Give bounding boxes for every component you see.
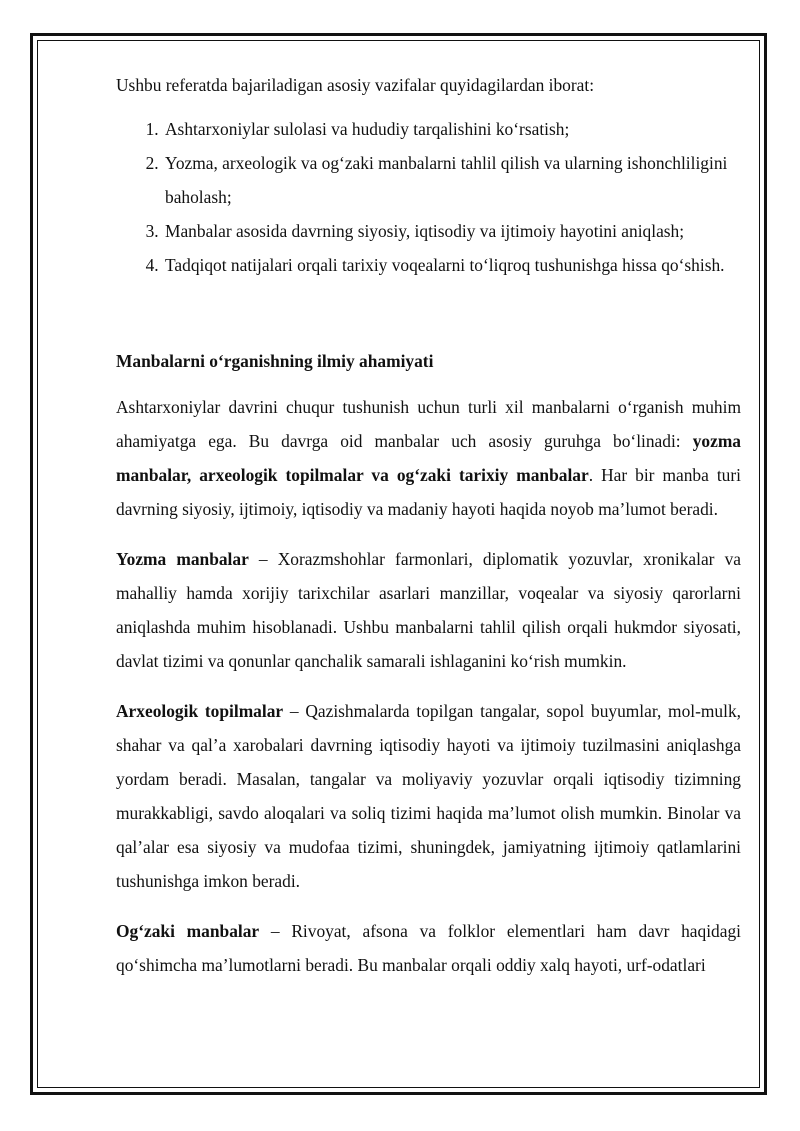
paragraph-text: – Xorazmshohlar farmonlari, diplomatik yozuvlar, xronikalar va mahalliy hamda xorijiy tarixchilar asarlari manzillar, voqealar va siyosiy qarorlarni aniqlashda muhim hisoblanadi. Ushbu manbalarni tahlil qilish orqali hukmdor siyosati, davlat tizimi va qonunlar qanchalik samarali ishlaganini ko‘rish mumkin.	[116, 549, 741, 671]
task-list	[116, 112, 741, 282]
paragraph-bold-term: Arxeologik topilmalar	[116, 701, 284, 721]
task-list-item: 3. Manbalar asosida davrning siyosiy, iqtisodiy va ijtimoiy hayotini aniqlash;	[163, 214, 741, 248]
task-list-item: 2. Yozma, arxeologik va og‘zaki manbalarni tahlil qilish va ularning ishonchliligini baholash;	[163, 146, 741, 214]
paragraph-overview	[116, 390, 741, 526]
paragraph-text: . Har bir manba turi davrning siyosiy, ijtimoiy, iqtisodiy va madaniy hayoti haqida noyob ma’lumot beradi.	[116, 465, 741, 519]
paragraph-bold-text: yozma manbalar, arxeologik topilmalar va og‘zaki tarixiy manbalar	[116, 431, 741, 485]
paragraph-text: Ashtarxoniylar davrini chuqur tushunish uchun turli xil manbalarni o‘rganish muhim ahamiyatga ega. Bu davrga oid manbalar uch asosiy guruhga bo‘linadi:	[116, 397, 741, 451]
task-list-item: 4. Tadqiqot natijalari orqali tarixiy voqealarni to‘liqroq tushunishga hissa qo‘shish.	[163, 248, 741, 282]
intro-paragraph: Ushbu referatda bajariladigan asosiy vazifalar quyidagilardan iborat:	[116, 75, 595, 95]
paragraph-text: – Qazishmalarda topilgan tangalar, sopol buyumlar, mol-mulk, shahar va qal’a xarobalari davrning iqtisodiy hayoti va ijtimoiy tuzilmasini aniqlashga yordam beradi. Masalan, tangalar va moliyaviy yozuvlar orqali iqtisodiy tizimning murakkabligi, savdo aloqalari va soliq tizimi haqida ma’lumot olish mumkin. Binolar va qal’alar esa siyosiy va mudofaa tizimi, shuningdek, jamiyatning ijtimoiy qatlamlarini tushunishga imkon beradi.	[116, 701, 741, 891]
paragraph-bold-term: Og‘zaki manbalar	[116, 921, 260, 941]
task-list-item: 1. Ashtarxoniylar sulolasi va hududiy tarqalishini ko‘rsatish;	[163, 112, 741, 146]
paragraph-bold-term: Yozma manbalar	[116, 549, 249, 569]
paragraph-archaeological-finds	[116, 694, 741, 898]
paragraph-text: – Rivoyat, afsona va folklor elementlari ham davr haqidagi qo‘shimcha ma’lumotlarni beradi. Bu manbalar orqali oddiy xalq hayoti, urf-odatlari	[116, 921, 741, 975]
section-heading: Manbalarni o‘rganishning ilmiy ahamiyati	[116, 351, 434, 371]
section-spacer	[116, 282, 741, 344]
document-page	[116, 68, 741, 998]
paragraph-oral-sources	[116, 914, 741, 982]
paragraph-written-sources	[116, 542, 741, 678]
